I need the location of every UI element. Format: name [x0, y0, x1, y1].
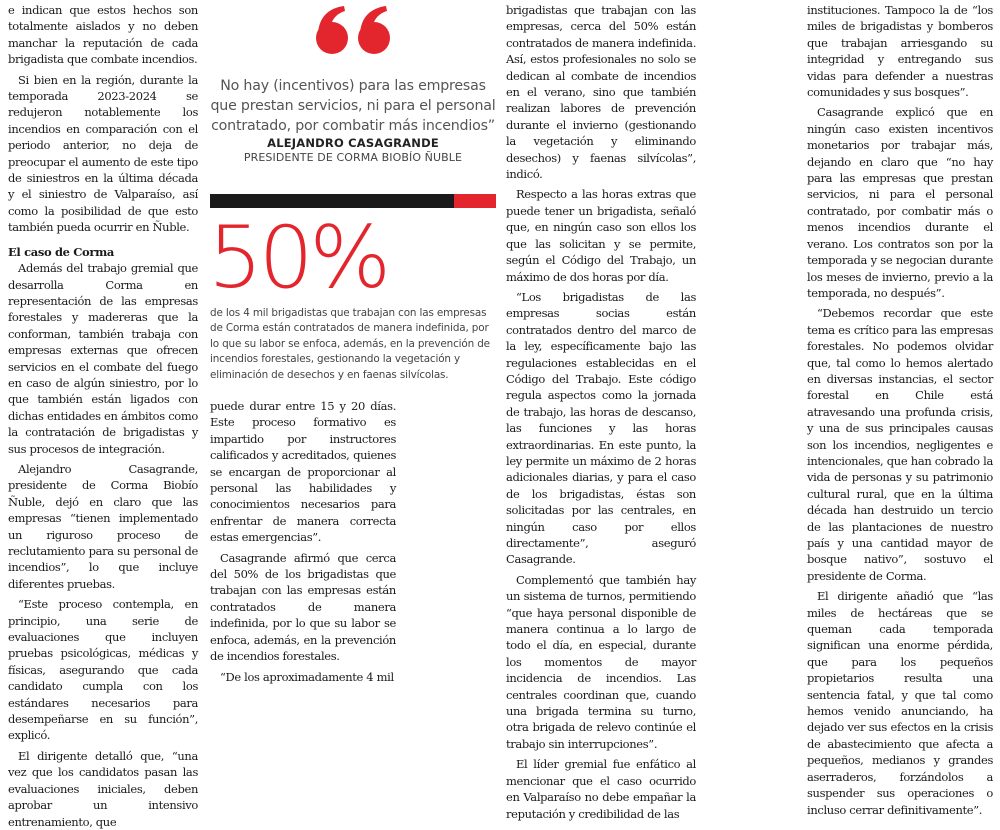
stat-value: 50% [208, 208, 388, 308]
paragraph: Casagrande afirmó que cerca del 50% de los brigadistas que trabajan con las empresas están contratados de manera indefinida, por lo que su labor se enfoca, además, en la prevención de incendios forestales. [210, 550, 396, 664]
paragraph: brigadistas que trabajan con las empresas, cerca del 50% están contratados de manera indefinida. Así, estos profesionales no solo se dedican al combate de incendios en el verano, sino que también realizan labores de prevención durante el invierno (gestionando la vegetación y eliminando desechos) y faenas silvícolas”, indicó. [506, 3, 696, 182]
paragraph: Casagrande explicó que en ningún caso existen incentivos monetarios por trabajar más, dejando en claro que “no hay para las empresas que prestan servicios, ni para el personal contratado, por combatir más o menos incendios durante el verano. Los contratos son por la temporada y se negocian durante los meses de invierno, previo a la temporada, no después”. [807, 105, 993, 300]
paragraph: puede durar entre 15 y 20 días. Este proceso formativo es impartido por instructores calificados y acreditados, quienes se encargan de proporcionar al personal las habilidades y conocimientos necesarios para enfrentar de manera correcta estas emergencias”. [210, 399, 396, 545]
divider-dark-segment [210, 194, 454, 208]
paragraph: “Este proceso contempla, en principio, una serie de evaluaciones que incluyen pruebas psicológicas, médicas y físicas, asegurando que cada candidato cumpla con los estándares necesarios para desempeñarse en su función”, explicó. [8, 597, 198, 743]
divider-red-segment [454, 194, 496, 208]
paragraph: Alejandro Casagrande, presidente de Corma Biobío Ñuble, dejó en claro que las empresas “tienen implementado un riguroso proceso de reclutamiento para su personal de incendios”, lo que incluye diferentes pruebas. [8, 461, 198, 591]
paragraph: Respecto a las horas extras que puede tener un brigadista, señaló que, en ningún caso son ellos los que las solicitan y se permite, según el Código del Trabajo, un máximo de dos horas por día. [506, 187, 696, 284]
paragraph: El dirigente añadió que “las miles de hectáreas que se queman cada temporada significan una enorme pérdida, que para los pequeños propietarios resulta una sentencia fatal, y que tal como hemos venido anunciando, ha dejado ver sus efectos en la crisis de abastecimiento que afecta a pequeños, medianos y grandes aserraderos, forzándolos a suspender sus operaciones o incluso cerrar definitivamente”. [807, 589, 993, 817]
paragraph: El líder gremial fue enfático al mencionar que el caso ocurrido en Valparaíso no debe empañar la reputación y credibilidad de las [506, 757, 696, 821]
paragraph: “Los brigadistas de las empresas socias están contratados dentro del marco de la ley, específicamente bajo las regulaciones establecidas en el Código del Trabajo. Este código regula aspectos como la jornada de trabajo, las horas de descanso, las funciones y las horas extraordinarias. En este punto, la ley permite un máximo de 2 horas adicionales diarias, y para el caso de los brigadistas, éstas son solicitadas por las centrales, en ningún caso por ellos directamente”, aseguró Casagrande. [506, 289, 696, 567]
section-heading: El caso de Corma [8, 244, 115, 259]
pull-quote-text: No hay (incentivos) para las empresas que prestan servicios, ni para el personal contratado, por combatir más incendios” [210, 78, 496, 134]
article-column-2 [210, 398, 396, 684]
paragraph: Si bien en la región, durante la temporada 2023-2024 se redujeron notablemente los incendios en comparación con el periodo anterior, no deja de preocupar el aumento de este tipo de siniestros en la última década y el siniestro de Valparaíso, así como la posibilidad de que esto también pueda ocurrir en Ñuble. [8, 72, 198, 235]
paragraph: “Debemos recordar que este tema es crítico para las empresas forestales. No podemos olvidar que, tal como lo hemos alertado en diversas instancias, el sector forestal en Chile está atravesando una profunda crisis, y una de sus principales causas son los incendios, negligentes e intencionales, que han cobrado la vida de personas y su patrimonio cultural rural, que en la última década han destruido un tercio de las plantaciones de nuestro país y una cantidad mayor de bosque nativo”, sostuvo el presidente de Corma. [807, 306, 993, 583]
quote-author-role: PRESIDENTE DE CORMA BIOBÍO ÑUBLE [243, 151, 463, 164]
stat-description: de los 4 mil brigadistas que trabajan con las empresas de Corma están contratados de manera indefinida, por lo que su labor se enfoca, además, en la prevención de incendios forestales, gestionando la vegetación y eliminación de desechos y en faenas silvícolas. [210, 307, 490, 381]
paragraph: e indican que estos hechos son totalmente aislados y no deben manchar la reputación de cada brigadista que combate incendios. [8, 3, 198, 67]
quote-author: ALEJANDRO CASAGRANDE [267, 136, 439, 150]
quote-icon [314, 4, 394, 56]
article-column-1 [8, 2, 198, 829]
paragraph: Complementó que también hay un sistema de turnos, permitiendo “que haya personal disponible de manera continua a lo largo de todo el día, en especial, durante los momentos de mayor incidencia de incendios. Las centrales coordinan que, cuando una brigada termina su turno, otra brigada de relevo continúe el trabajo sin interrupciones”. [506, 572, 696, 751]
paragraph: Además del trabajo gremial que desarrolla Corma en representación de las empresas forestales y madereras que la conforman, también trabaja con empresas externas que ofrecen servicios en el combate del fuego en caso de algún siniestro, por lo que también están ligados con dichas entidades en ámbitos como la contratación de brigadistas y sus procesos de integración. [8, 261, 198, 456]
article-column-3 [506, 2, 696, 821]
paragraph: instituciones. Tampoco la de “los miles de brigadistas y bomberos que trabajan arriesgando su integridad y entregando sus vidas para defender a nuestras comunidades y sus bosques”. [807, 3, 993, 100]
paragraph: “De los aproximadamente 4 mil [220, 669, 394, 684]
stat-divider-bar [210, 194, 496, 208]
paragraph: El dirigente detalló que, “una vez que los candidatos pasan las evaluaciones iniciales, deben aprobar un intensivo entrenamiento, que [8, 748, 198, 829]
article-column-4 [807, 2, 993, 817]
